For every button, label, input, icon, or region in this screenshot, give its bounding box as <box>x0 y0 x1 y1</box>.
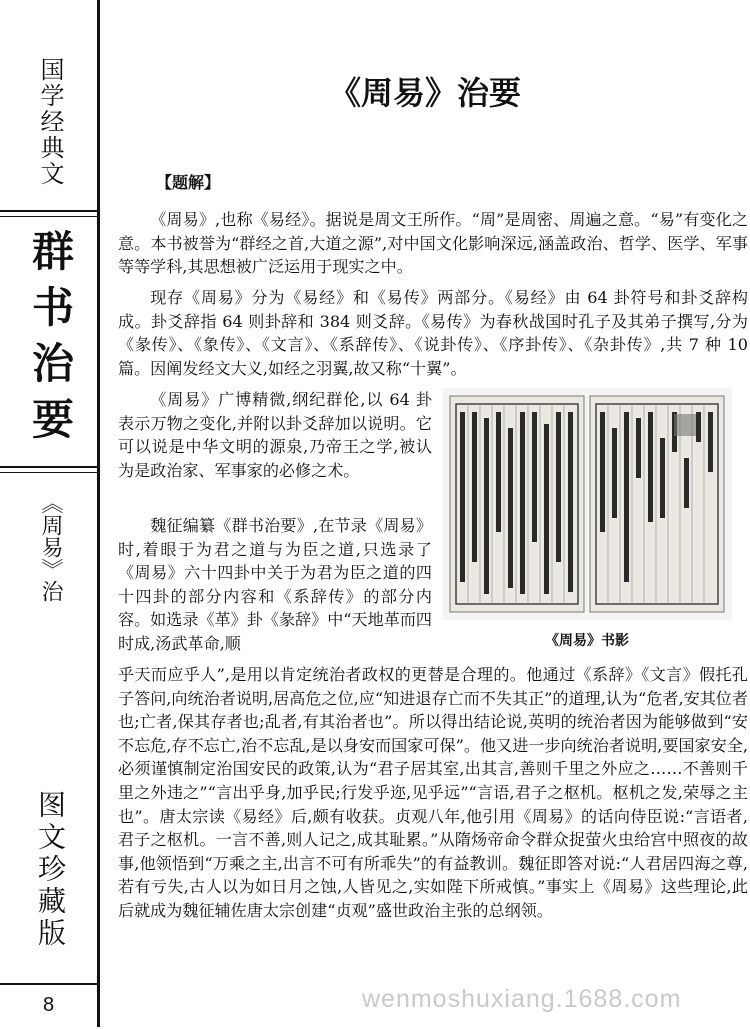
book-photo-image <box>442 388 732 620</box>
paragraph: 现存《周易》分为《易经》和《易传》两部分。《易经》由 64 卦符号和卦爻辞构成。卦爻辞指 64 则卦辞和 384 则爻辞。《易传》为春秋战国时孔子及其弟子撰写,分为《彖传》、《象传》、《文言》、《系辞传》、《说卦传》、《序卦传》、《杂卦传》,共 7 种 10 篇。因阐发经文大义,如经之羽翼,故又称“十翼”。 <box>118 288 748 378</box>
divider <box>0 216 97 217</box>
sidebar <box>0 0 100 1027</box>
chapter-name: 《周易》治 <box>38 492 63 602</box>
page-title: 《周易》治要 <box>328 74 521 112</box>
main-content <box>100 0 750 1027</box>
book-title: 群书治要 <box>26 229 75 453</box>
divider <box>0 466 97 468</box>
edition-label: 图文珍藏版 <box>34 790 67 950</box>
series-name: 国学经典文 <box>36 57 64 187</box>
divider <box>0 210 97 212</box>
book-photo-image <box>442 388 732 620</box>
divider <box>0 472 97 473</box>
figure-caption: 《周易》书影 <box>545 633 629 649</box>
section-heading: 【题解】 <box>156 173 221 192</box>
watermark-text: wenmoshuxiang.1688.com <box>362 985 682 1013</box>
page-number: 8 <box>42 994 55 1016</box>
paragraph: 《周易》,也称《易经》。据说是周文王所作。“周”是周密、周遍之意。“易”有变化之意。本书被誉为“群经之首,大道之源”,对中国文化影响深远,涵盖政治、哲学、医学、军事等等学科,其思想被广泛运用于现实之中。 <box>118 210 748 277</box>
paragraph: 乎天而应乎人”,是用以肯定统治者政权的更替是合理的。他通过《系辞》《文言》假托孔子答问,向统治者说明,居高危之位,应“知进退存亡而不失其正”的道理,认为“危者,安其位者也;亡者,保其存者也;乱者,有其治者也”。所以得出结论说,英明的统治者因为能够做到“安不忘危,存不忘亡,治不忘乱,是以身安而国家可保”。他又进一步向统治者说明,要国家安全,必须谨慎制定治国安民的政策,认为“君子居其室,出其言,善则千里之外应之……不善则千里之外违之”“言出乎身,加乎民;行发乎迩,见乎远”“言语,君子之枢机。枢机之发,荣辱之主也”。唐太宗读《易经》后,颇有收获。贞观八年,他引用《周易》的话向侍臣说:“言语者,君子之枢机。一言不善,则人记之,成其耻累。”从隋炀帝命令群众捉萤火虫给宫中照夜的故事,他领悟到“万乘之主,出言不可有所乖失”的有益教训。魏征即答对说:“人君居四海之尊,若有亏失,古人以为如日月之蚀,人皆见之,实如陛下所戒慎。”事实上《周易》这些理论,此后就成为魏征辅佐唐太宗创建“贞观”盛世政治主张的总纲领。 <box>118 665 748 920</box>
paragraph: 《周易》广博精微,纲纪群伦,以 64 卦表示万物之变化,并附以卦爻辞加以说明。它可以说是中华文明的源泉,乃帝王之学,被认为是政治家、军事家的必修之术。 <box>118 390 432 480</box>
paragraph: 魏征编纂《群书治要》,在节录《周易》时,着眼于为君之道与为臣之道,只选录了《周易》六十四卦中关于为君为臣之道的四十四卦的部分内容和《系辞传》的部分内容。如选录《革》卦《彖辞》中“天地革而四时成,汤武革命,顺 <box>118 516 433 653</box>
